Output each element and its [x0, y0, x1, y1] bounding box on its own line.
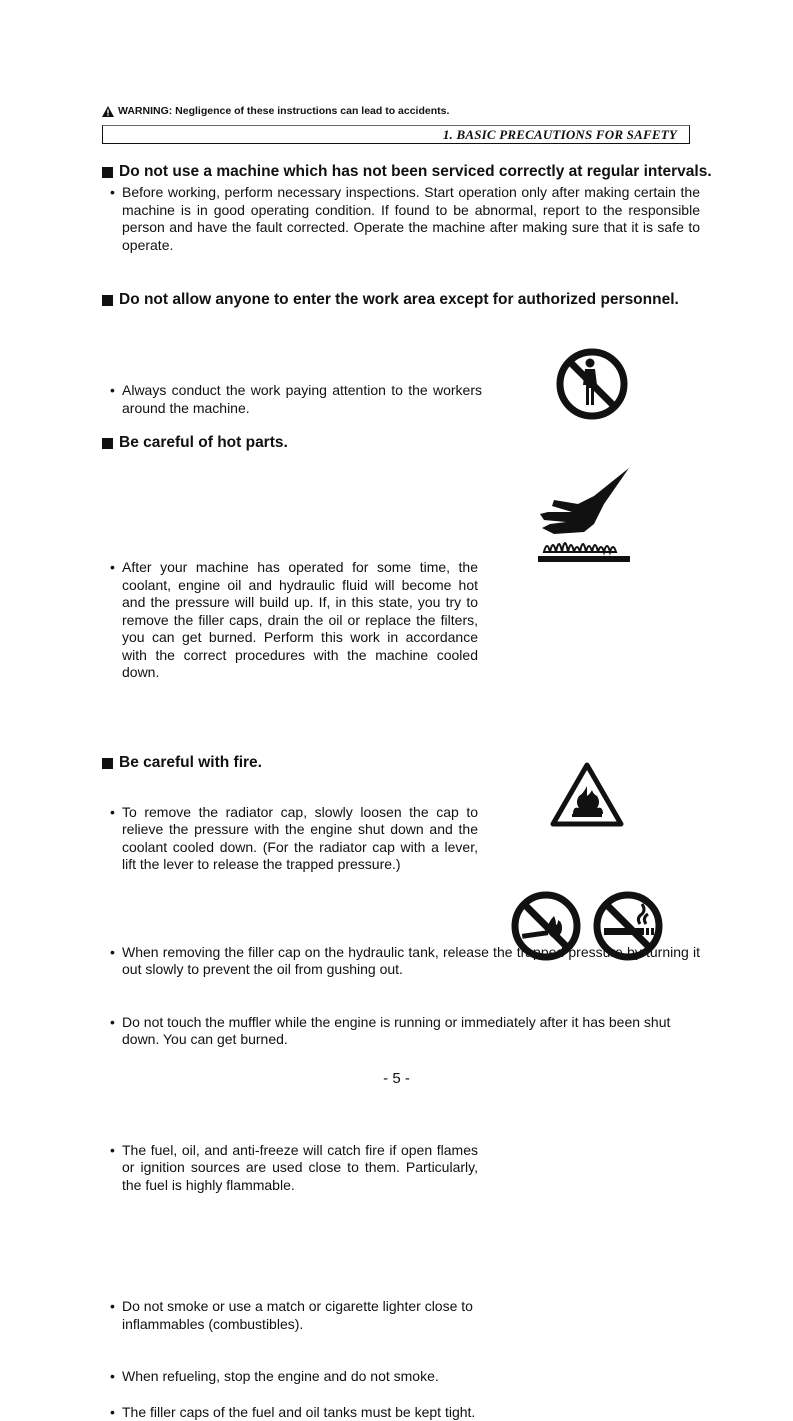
bullet-text: To remove the radiator cap, slowly loosen the cap to relieve the pressure with the engine shut down and the coolant cooled down. (For the radiator cap with a lever, lift the lever to release the trapped pressure.): [122, 804, 478, 873]
list-item: [108, 184, 700, 254]
warning-text: WARNING: Negligence of these instructions can lead to accidents.: [118, 105, 449, 117]
no-entry-person-icon: [554, 346, 630, 422]
list-item: [108, 382, 482, 417]
no-open-flame-icon: [510, 890, 582, 962]
bullet-text: Before working, perform necessary inspections. Start operation only after making certain the machine is in good operating condition. If found to be abnormal, report to the responsible person and have the fault corrected. Operate the machine after making sure that it is safe to operate.: [122, 184, 700, 253]
square-bullet-icon: [102, 167, 113, 178]
flammable-warning-icon: [550, 762, 624, 828]
square-bullet-icon: [102, 758, 113, 769]
heading-text: Do not use a machine which has not been serviced correctly at regular intervals.: [119, 163, 712, 181]
no-smoking-icon: [592, 890, 664, 962]
bullet-text: Do not touch the muffler while the engine is running or immediately after it has been shut down. You can get burned.: [122, 1014, 670, 1048]
section-heading: [102, 163, 712, 181]
heading-text: Be careful with fire.: [119, 754, 262, 772]
square-bullet-icon: [102, 295, 113, 306]
bullet-text: The fuel, oil, and anti-freeze will catch fire if open flames or ignition sources are used close to them. Particularly, the fuel is highly flammable.: [122, 1142, 478, 1193]
section-heading: [102, 434, 288, 452]
bullet-text: The filler caps of the fuel and oil tanks must be kept tight.: [122, 1404, 475, 1420]
bullet-text: Do not smoke or use a match or cigarette lighter close to inflammables (combustibles).: [122, 1298, 473, 1332]
section-header-bar: [102, 125, 690, 144]
list-item: [108, 559, 478, 682]
warning-triangle-icon: [102, 106, 114, 117]
square-bullet-icon: [102, 438, 113, 449]
list-item: [108, 1368, 478, 1386]
list-item: [108, 1014, 700, 1049]
list-item: [108, 1142, 478, 1195]
hot-surface-hand-icon: [534, 466, 634, 566]
warning-line: [102, 105, 449, 117]
heading-text: Be careful of hot parts.: [119, 434, 288, 452]
list-item: [108, 804, 478, 874]
section-heading: [102, 754, 262, 772]
bullet-text: Always conduct the work paying attention to the workers around the machine.: [122, 382, 482, 416]
list-item: [108, 1404, 478, 1421]
bullet-text: After your machine has operated for some time, the coolant, engine oil and hydraulic fluid will become hot and the pressure will build up. If, in this state, you try to remove the filler caps, drain the oil or replace the filters, you can get burned. Perform this work in accordance with the correct procedures with the machine cooled down.: [122, 559, 478, 680]
section-title: 1. BASIC PRECAUTIONS FOR SAFETY: [443, 127, 677, 143]
page-number: - 5 -: [0, 1070, 793, 1087]
bullet-text: When refueling, stop the engine and do not smoke.: [122, 1368, 439, 1384]
bullet-text: When removing the filler cap on the hydraulic tank, release the trapped pressure by turning it out slowly to prevent the oil from gushing out.: [122, 944, 700, 978]
heading-text: Do not allow anyone to enter the work area except for authorized personnel.: [119, 291, 679, 309]
list-item: [108, 1298, 478, 1333]
section-heading: [102, 291, 679, 309]
